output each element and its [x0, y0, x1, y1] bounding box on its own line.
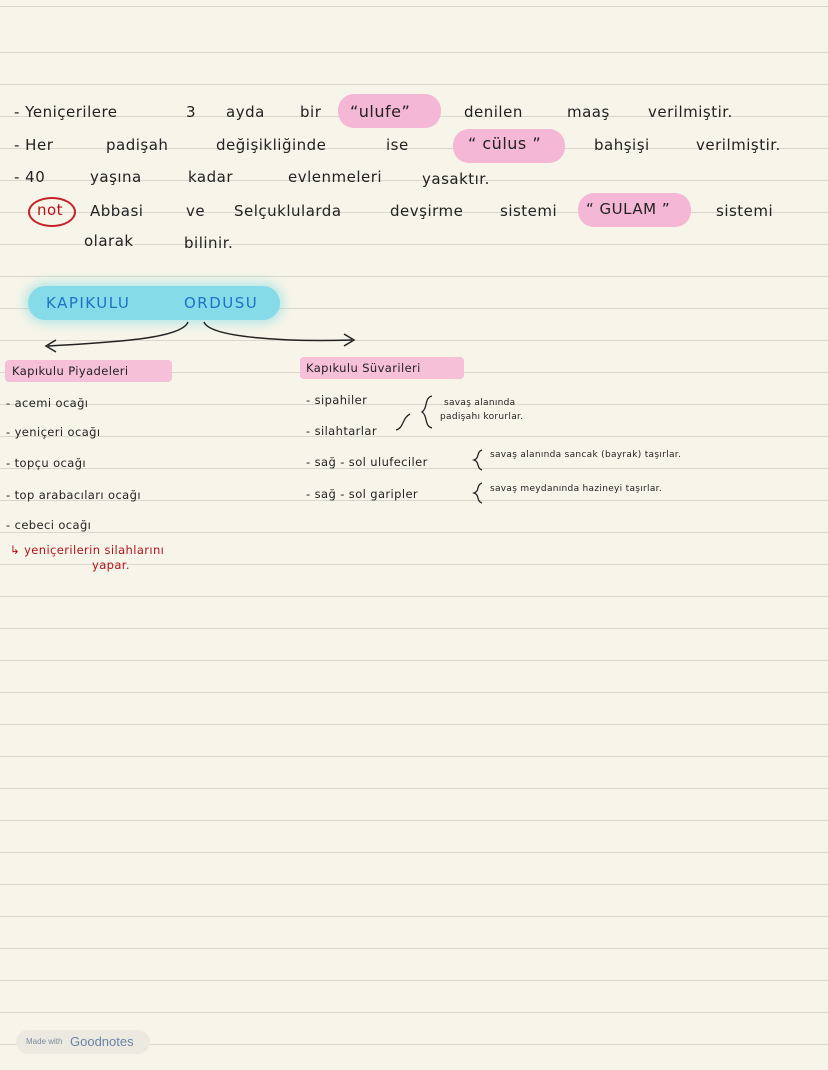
text-l3-0: - 40: [14, 168, 46, 186]
text-l1-4: “ulufe”: [350, 102, 411, 121]
text-l1-0: - Yeniçerilere: [14, 103, 118, 121]
piyade-item-4: - top arabacıları ocağı: [6, 488, 141, 502]
text-l4-3: Selçuklularda: [234, 202, 342, 220]
suvari-desc-3: savaş meydanında hazineyi taşırlar.: [490, 484, 663, 494]
text-l3-2: kadar: [188, 168, 233, 186]
text-l3-4: yasaktır.: [422, 170, 490, 188]
text-l1-5: denilen: [464, 103, 523, 121]
text-l5-0: olarak: [84, 232, 134, 250]
suvari-desc-1a: savaş alanında: [444, 398, 516, 408]
suvari-item-2: - silahtarlar: [306, 424, 377, 438]
text-l2-0: - Her: [14, 136, 54, 154]
text-l3-1: yaşına: [90, 168, 142, 186]
text-l2-2: değişikliğinde: [216, 136, 327, 154]
text-l1-3: bir: [300, 103, 322, 121]
goodnotes-badge: [16, 1030, 150, 1054]
piyade-note-1: ↳ yeniçerilerin silahlarını: [10, 543, 165, 557]
text-l1-6: maaş: [567, 103, 610, 121]
text-l4-5: sistemi: [500, 202, 558, 220]
piyade-item-3: - topçu ocağı: [6, 456, 87, 470]
text-l2-4: “ cülus ”: [468, 134, 542, 153]
suvari-item-4: - sağ - sol garipler: [306, 487, 419, 501]
suvari-item-3: - sağ - sol ulufeciler: [306, 455, 428, 469]
text-l3-3: evlenmeleri: [288, 168, 383, 186]
suvari-heading: Kapıkulu Süvarileri: [306, 361, 421, 375]
text-l2-6: verilmiştir.: [696, 136, 781, 154]
text-l4-1: Abbasi: [90, 202, 144, 220]
title-word-1: KAPIKULU: [46, 294, 131, 312]
text-l1-7: verilmiştir.: [648, 103, 733, 121]
suvari-desc-1b: padişahı korurlar.: [440, 412, 524, 422]
text-l2-3: ise: [386, 136, 409, 154]
text-l2-5: bahşişi: [594, 136, 650, 154]
text-l4-7: sistemi: [716, 202, 774, 220]
suvari-desc-2: savaş alanında sancak (bayrak) taşırlar.: [490, 450, 682, 460]
piyade-item-5: - cebeci ocağı: [6, 518, 92, 532]
text-l4-2: ve: [186, 202, 206, 220]
piyade-item-2: - yeniçeri ocağı: [6, 425, 101, 439]
text-l4-4: devşirme: [390, 202, 464, 220]
piyade-heading: Kapıkulu Piyadeleri: [12, 364, 129, 378]
text-l4-6: “ GULAM ”: [586, 200, 671, 218]
suvari-item-1: - sipahiler: [306, 393, 368, 407]
text-l2-1: padişah: [106, 136, 169, 154]
piyade-note-2: yapar.: [92, 558, 130, 572]
made-with-label: Made with: [26, 1037, 63, 1046]
goodnotes-label: Goodnotes: [70, 1034, 134, 1049]
text-l5-1: bilinir.: [184, 234, 234, 252]
text-not: not: [37, 201, 64, 219]
text-l1-2: ayda: [226, 103, 265, 121]
text-l1-1: 3: [186, 103, 197, 121]
title-word-2: ORDUSU: [184, 294, 259, 312]
piyade-item-1: - acemi ocağı: [6, 396, 89, 410]
